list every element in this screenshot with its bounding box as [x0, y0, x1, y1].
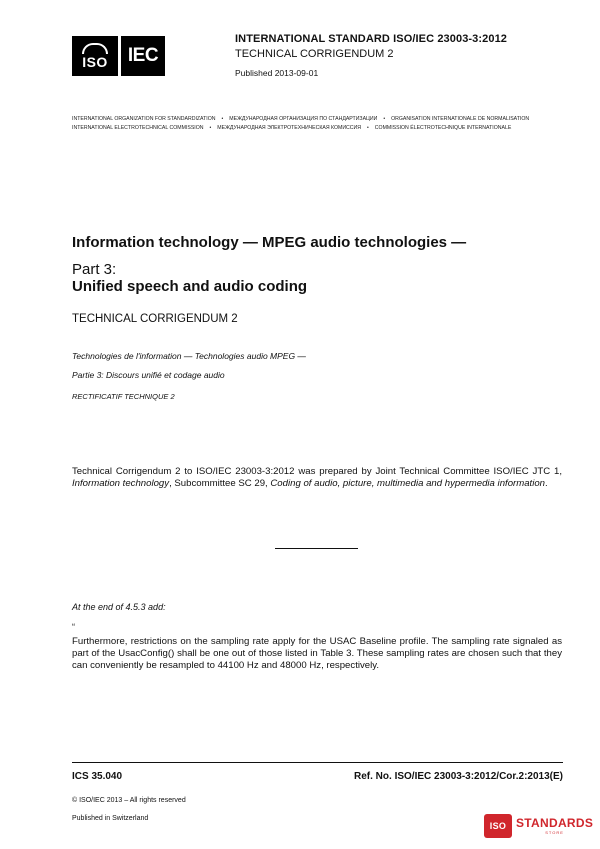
iso-logo-text: ISO: [82, 54, 108, 70]
org-iso-en: INTERNATIONAL ORGANIZATION FOR STANDARDIZATION: [72, 116, 216, 122]
corrigendum-subtitle: TECHNICAL CORRIGENDUM 2: [235, 48, 394, 60]
published-location: Published in Switzerland: [72, 815, 149, 822]
p1-text: Technical Corrigendum 2 to ISO/IEC 23003-3:2012 was prepared by Joint Technical Committee ISO/IEC JTC 1,: [72, 466, 562, 477]
p1-italic-it: Information technology: [72, 478, 170, 489]
published-date: Published 2013-09-01: [235, 68, 319, 78]
store-sub: STORE: [545, 830, 564, 835]
copyright: © ISO/IEC 2013 – All rights reserved: [72, 797, 186, 804]
p1-text-end: .: [545, 478, 548, 489]
org-separator: •: [221, 116, 224, 122]
org-separator: •: [383, 116, 386, 122]
org-separator: •: [209, 125, 212, 131]
iso-logo: [72, 36, 118, 76]
org-iec-fr: COMMISSION ÉLECTROTECHNIQUE INTERNATIONALE: [374, 125, 512, 131]
part-label: Part 3:: [72, 261, 117, 278]
org-separator: •: [367, 125, 369, 131]
org-iec-en: INTERNATIONAL ELECTROTECHNICAL COMMISSION: [72, 125, 204, 131]
reference-number: Ref. No. ISO/IEC 23003-3:2012/Cor.2:2013(E): [354, 771, 563, 782]
amendment-heading: At the end of 4.5.3 add:: [72, 602, 166, 612]
p1-text-2: , Subcommittee SC 29,: [169, 478, 271, 489]
part-title: Unified speech and audio coding: [72, 278, 308, 295]
org-iec-ru: МЕЖДУНАРОДНАЯ ЭЛЕКТРОТЕХНИЧЕСКАЯ КОМИССИЯ: [217, 125, 362, 131]
organizations-row-1: [72, 116, 529, 122]
iso-standards-store-badge: [484, 814, 593, 838]
amendment-paragraph: Furthermore, restrictions on the sampling rate apply for the USAC Baseline profile. The sampling rate signaled as part of the UsacConfig() shall be one out of those listed in Table 3. These sampling rates are chosen such that they can conveniently be resampled to 44100 Hz and 48000 Hz, respectively.: [72, 636, 562, 671]
open-quote: “: [72, 622, 75, 632]
french-title: Technologies de l'information — Technologies audio MPEG —: [72, 351, 306, 361]
divider-line: [275, 548, 358, 549]
store-iso-logo: ISO: [484, 814, 512, 838]
p1-italic-coding: Coding of audio, picture, multimedia and hypermedia information: [270, 478, 546, 489]
corrigendum-label: TECHNICAL CORRIGENDUM 2: [72, 313, 238, 325]
store-name: STANDARDS: [516, 816, 594, 830]
org-iso-fr: ORGANISATION INTERNATIONALE DE NORMALISATION: [391, 116, 530, 122]
french-part: Partie 3: Discours unifié et codage audio: [72, 370, 225, 380]
org-iso-ru: МЕЖДУНАРОДНАЯ ОРГАНИЗАЦИЯ ПО СТАНДАРТИЗАЦИИ: [229, 116, 378, 122]
document-title: Information technology — MPEG audio technologies —: [72, 234, 467, 251]
organizations-row-2: [72, 125, 511, 131]
iso-iec-logo: [72, 36, 165, 76]
ics-code: ICS 35.040: [72, 771, 123, 782]
french-corrigendum: RECTIFICATIF TECHNIQUE 2: [72, 392, 175, 401]
standard-title: INTERNATIONAL STANDARD ISO/IEC 23003-3:2012: [235, 33, 508, 45]
footer-rule: [72, 762, 563, 763]
iec-logo: IEC: [121, 36, 165, 76]
preparation-paragraph: [72, 466, 562, 490]
globe-icon: [82, 43, 108, 54]
